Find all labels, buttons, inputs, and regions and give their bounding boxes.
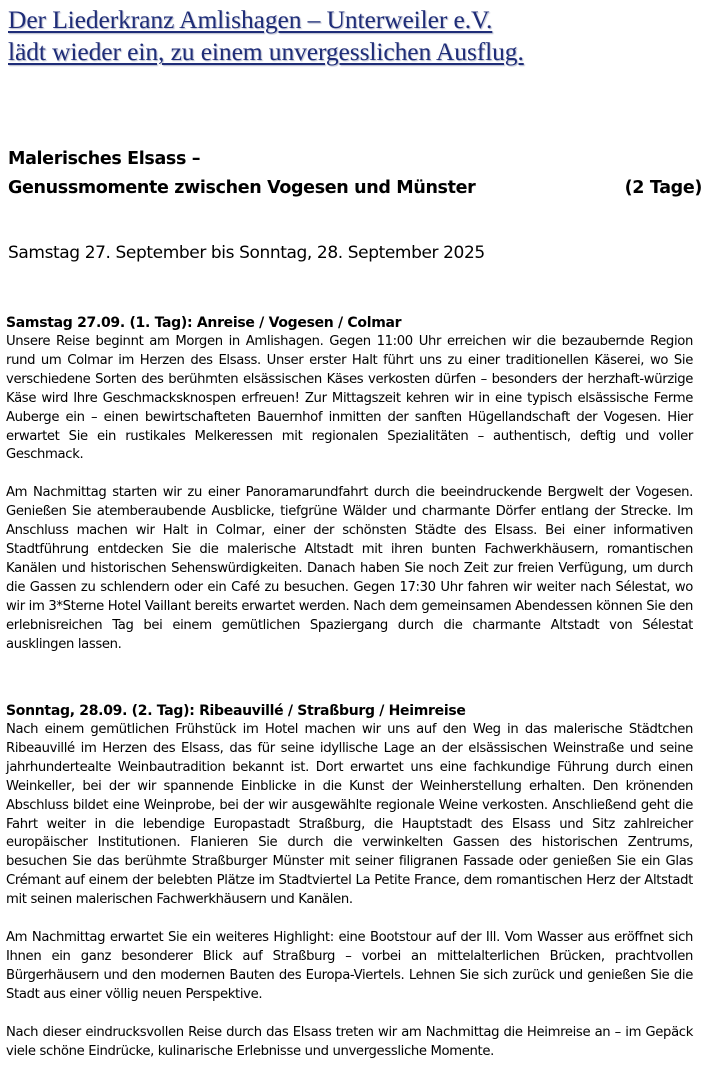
day-2-paragraph-3: Nach dieser eindrucksvollen Reise durch das Elsass treten wir am Nachmittag die Heimreise an – im Gepäck viele schöne Eindrücke, kulinarische Erlebnisse und unvergessliche Momente. [6,1024,693,1059]
club-header [8,4,708,68]
trip-title-line-1: Malerisches Elsass – [8,149,201,169]
day-1-paragraph-2: Am Nachmittag starten wir zu einer Panoramarundfahrt durch die beeindruckende Bergwelt der Vogesen. Genießen Sie atemberaubende Ausblicke, tiefgrüne Wälder und charmante Dörfer entlang der Strecke. Im Anschluss machen wir Halt in Colmar, einer der schönsten Städte des Elsass. Bei einer informativen Stadtführung entdecken Sie die malerische Altstadt mit ihren bunten Fachwerkhäusern, romantischen Kanälen und historischen Sehenswürdigkeiten. Danach haben Sie noch Zeit zur freien Verfügung, um durch die Gassen zu schlendern oder ein Café zu besuchen. Gegen 17:30 Uhr fahren wir weiter nach Sélestat, wo wir im 3*Sterne Hotel Vaillant bereits erwartet werden. Nach dem gemeinsamen Abendessen können Sie den erlebnisreichen Tag bei einem gemütlichen Spaziergang durch die charmante Altstadt von Sélestat ausklingen lassen. [6,485,693,652]
trip-title-line-2: Genussmomente zwischen Vogesen und Münster [8,178,476,198]
trip-duration: (2 Tage) [624,178,702,198]
trip-title-block [8,145,702,203]
trip-dates: Samstag 27. September bis Sonntag, 28. September 2025 [8,243,485,263]
day-2-paragraph-1: Nach einem gemütlichen Frühstück im Hotel machen wir uns auf den Weg in das malerische Städtchen Ribeauvillé im Herzen des Elsass, das für seine idyllische Lage an der elsässischen Weinstraße und seine jahrhundertealte Weinbautradition bekannt ist. Dort erwartet uns eine fachkundige Führung durch einen Weinkeller, bei der wir spannende Einblicke in die Kunst der Weinherstellung erhalten. Den krönenden Abschluss bildet eine Weinprobe, bei der wir ausgewählte regionale Weine verkosten. Anschließend geht die Fahrt weiter in die lebendige Europastadt Straßburg, die Hauptstadt des Elsass und Sitz zahlreicher europäischer Institutionen. Flanieren Sie durch die verwinkelten Gassen des historischen Zentrums, besuchen Sie das berühmte Straßburger Münster mit seiner filigranen Fassade oder genießen Sie ein Glas Crémant auf einem der belebten Plätze im Stadtviertel La Petite France, dem romantischen Herz der Altstadt mit seinen malerischen Fachwerkhäusern und Kanälen. [6,722,693,908]
day-1-title: Samstag 27.09. (1. Tag): Anreise / Vogesen / Colmar [6,315,402,331]
header-line-invitation: lädt wieder ein, zu einem unvergesslichen Ausflug. [8,37,524,66]
day-2-paragraph-2: Am Nachmittag erwartet Sie ein weiteres Highlight: eine Bootstour auf der Ill. Vom Wasser aus eröffnet sich Ihnen ein ganz besonderer Blick auf Straßburg – vorbei an mittelalterlichen Brücken, prachtvollen Bürgerhäusern und den modernen Bauten des Europa-Viertels. Lehnen Sie sich zurück und genießen Sie die Stadt aus einer völlig neuen Perspektive. [6,930,693,1002]
trip-title-row-1 [8,145,702,174]
day-2-section [6,702,693,1062]
day-1-section [6,314,693,655]
day-1-paragraph-1: Unsere Reise beginnt am Morgen in Amlishagen. Gegen 11:00 Uhr erreichen wir die bezaubernde Region rund um Colmar im Herzen des Elsass. Unser erster Halt führt uns zu einer traditionellen Käserei, wo Sie verschiedene Sorten des berühmten elsässischen Käses verkosten dürfen – besonders der herzhaft-würzige Käse wird Ihre Geschmacksknospen erfreuen! Zur Mittagszeit kehren wir in eine typisch elsässische Ferme Auberge ein – einen bewirtschafteten Bauernhof inmitten der sanften Hügellandschaft der Vogesen. Hier erwartet Sie ein rustikales Melkeressen mit regionalen Spezialitäten – authentisch, deftig und voller Geschmack. [6,334,693,463]
trip-title-row-2 [8,174,702,203]
header-line-club: Der Liederkranz Amlishagen – Unterweiler e.V. [8,5,493,34]
day-2-title: Sonntag, 28.09. (2. Tag): Ribeauvillé / Straßburg / Heimreise [6,703,466,719]
